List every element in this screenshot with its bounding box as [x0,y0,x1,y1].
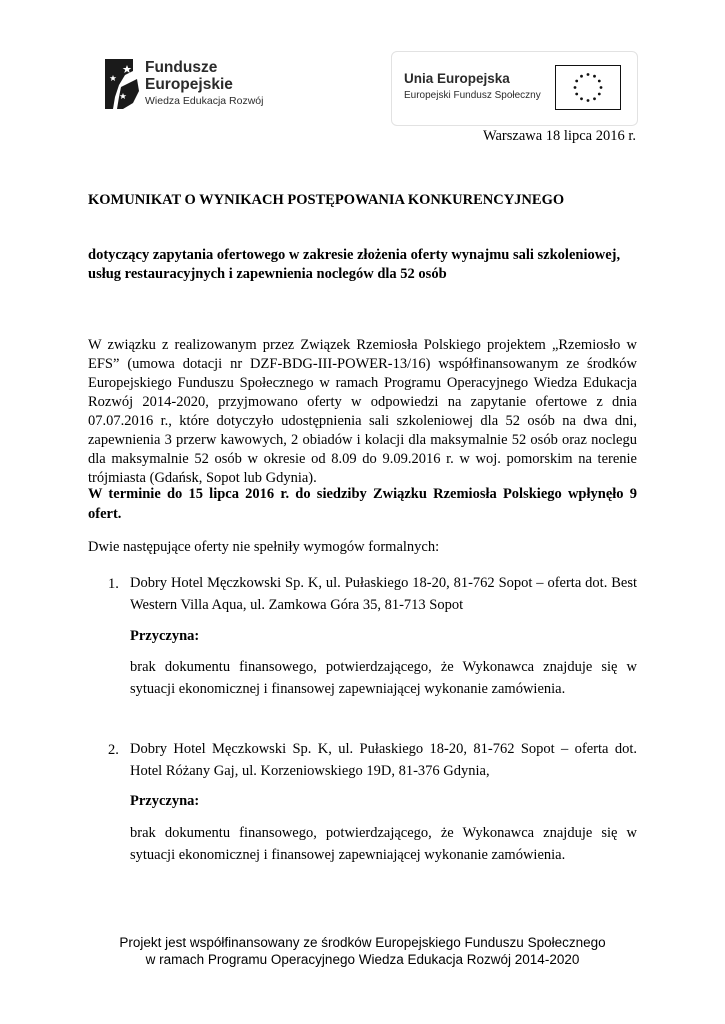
eu-flag-icon [555,65,621,110]
ue-logo-line2: Europejski Fundusz Społeczny [404,90,541,101]
reason-text: brak dokumentu finansowego, potwierdzającego, że Wykonawca znajduje się w sytuacji ekonomicznej i finansowej zapewniającej wykonanie zamówienia. [130,659,637,697]
fe-logo-line3: Wiedza Edukacja Rozwój [145,95,264,107]
reason-text: brak dokumentu finansowego, potwierdzającego, że Wykonawca znajduje się w sytuacji ekonomicznej i finansowej zapewniającej wykonanie zamówienia. [130,825,637,863]
page-footer [0,934,725,968]
reason-label: Przyczyna: [130,793,200,809]
unia-europejska-logo [391,51,638,126]
fe-logo-text [145,59,263,108]
fe-logo-icon [103,57,141,111]
document-date: Warszawa 18 lipca 2016 r. [482,128,636,144]
document-title: KOMUNIKAT O WYNIKACH POSTĘPOWANIA KONKURENCYJNEGO [88,192,565,208]
ue-logo-text [404,70,541,102]
document-subject: dotyczący zapytania ofertowego w zakresie złożenia oferty wynajmu sali szkoleniowej, usług restauracyjnych i zapewnienia noclegów dla 52 osób [88,247,621,282]
rejected-offers-intro: Dwie następujące oferty nie spełniły wymogów formalnych: [88,539,440,555]
footer-line1: Projekt jest współfinansowany ze środków Europejskiego Funduszu Społecznego [119,935,606,950]
fe-logo-line2: Europejskie [145,76,233,93]
paragraph-offers-count: W terminie do 15 lipca 2016 r. do siedziby Związku Rzemiosła Polskiego wpłynęło 9 ofert. [88,486,637,522]
reason-label: Przyczyna: [130,628,200,644]
fundusze-europejskie-logo [103,57,273,117]
footer-line2: w ramach Programu Operacyjnego Wiedza Edukacja Rozwój 2014-2020 [145,952,580,967]
fe-logo-line1: Fundusze [145,59,218,76]
offer-number: 1. [108,576,119,592]
offer-number: 2. [108,742,119,758]
ue-logo-line1: Unia Europejska [404,71,510,86]
paragraph-intro: W związku z realizowanym przez Związek Rzemiosła Polskiego projektem „Rzemiosło w EFS” (umowa dotacji nr DZF-BDG-III-POWER-13/16) współfinansowanym ze środków Europejskiego Funduszu Społecznego w ramach Programu Operacyjnego Wiedza Edukacja Rozwój 2014-2020, przyjmowano oferty w odpowiedzi na zapytanie ofertowe z dnia 07.07.2016 r., które dotyczyło udostępnienia sali szkoleniowej dla 52 osób na dwa dni, zapewnienia 3 przerw kawowych, 2 obiadów i kolacji dla maksymalnie 52 osób oraz noclegu dla maksymalnie 52 osób w okresie od 8.09 do 9.09.2016 r. w woj. pomorskim na terenie trójmiasta (Gdańsk, Sopot lub Gdynia). [88,337,637,486]
offer-description: Dobry Hotel Męczkowski Sp. K, ul. Pułaskiego 18-20, 81-762 Sopot – oferta dot. Hotel Różany Gaj, ul. Korzeniowskiego 19D, 81-376 Gdynia, [130,741,637,779]
offer-description: Dobry Hotel Męczkowski Sp. K, ul. Pułaskiego 18-20, 81-762 Sopot – oferta dot. Best Western Villa Aqua, ul. Zamkowa Góra 35, 81-713 Sopot [130,575,637,613]
